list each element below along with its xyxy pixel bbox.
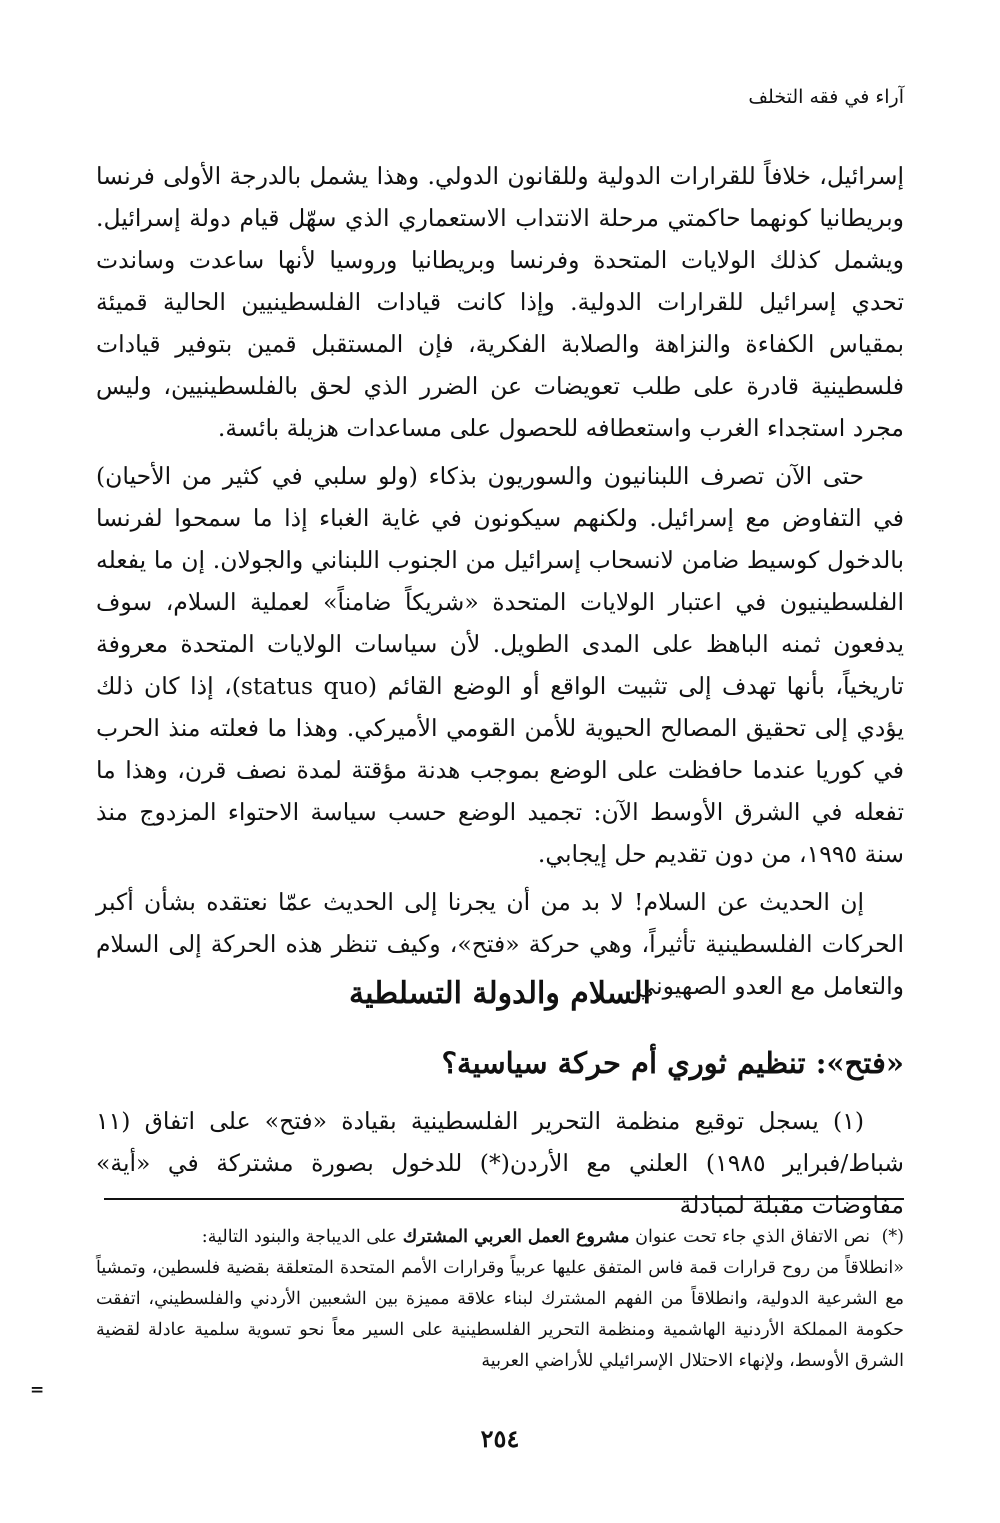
numbered-paragraph: (١) يسجل توقيع منظمة التحرير الفلسطينية بقيادة «فتح» على اتفاق (١١ شباط/فبراير ١٩٨٥) العلني مع الأردن(*) للدخول بصورة مشتركة في «أية» مفاوضات مقبلة لمبادلة: [96, 1107, 904, 1219]
section-title: السلام والدولة التسلطية: [349, 976, 651, 1011]
main-text: [96, 155, 904, 1013]
footnote-intro: [96, 1222, 904, 1253]
continuation-mark: =: [30, 1380, 45, 1400]
footnote-bold-title: مشروع العمل العربي المشترك: [402, 1227, 630, 1247]
paragraph: إن الحديث عن السلام! لا بد من أن يجرنا إلى الحديث عمّا نعتقده بشأن أكبر الحركات الفلسطينية تأثيراً، وهي حركة «فتح»، وكيف تنظر هذه الحركة إلى السلام والتعامل مع العدو الصهيوني.: [96, 888, 904, 1000]
footnote-marker: (*): [881, 1227, 904, 1247]
numbered-text: [96, 1100, 904, 1226]
footnote-body: «انطلاقاً من روح قرارات قمة فاس المتفق عليها عربياً وقرارات الأمم المتحدة المتعلقة بقضية فلسطين، وتمشياً مع الشرعية الدولية، وانطلاقاً من الفهم المشترك لبناء علاقة مميزة بين الشعبين الأردني والفلسطيني، اتفقت حكومة المملكة الأردنية الهاشمية ومنظمة التحرير الفلسطينية على السير معاً نحو تسوية سلمية عادلة لقضية الشرق الأوسط، ولإنهاء الاحتلال الإسرائيلي للأراضي العربية: [96, 1258, 904, 1371]
page-number: ٢٥٤: [480, 1424, 520, 1453]
footnote: [96, 1222, 904, 1377]
running-head: آراء في فقه التخلف: [748, 86, 904, 108]
paragraph: إسرائيل، خلافاً للقرارات الدولية وللقانون الدولي. وهذا يشمل بالدرجة الأولى فرنسا وبريطانيا كونهما حاكمتي مرحلة الانتداب الاستعماري الذي سهّل قيام دولة إسرائيل. ويشمل كذلك الولايات المتحدة وفرنسا وبريطانيا وروسيا لأنها ساعدت وساندت تحدي إسرائيل للقرارات الدولية. وإذا كانت قيادات الفلسطينيين الحالية قميئة بمقياس الكفاءة والنزاهة والصلابة الفكرية، فإن المستقبل قمين بتوفير قيادات فلسطينية قادرة على طلب تعويضات عن الضرر الذي لحق بالفلسطينيين، وليس مجرد استجداء الغرب واستعطافه للحصول على مساعدات هزيلة بائسة.: [96, 162, 904, 442]
subsection-title: «فتح»: تنظيم ثوري أم حركة سياسية؟: [441, 1046, 904, 1080]
footnote-divider: [104, 1198, 904, 1200]
footnote-intro-tail: على الديباجة والبنود التالية:: [201, 1227, 398, 1247]
paragraph: حتى الآن تصرف اللبنانيون والسوريون بذكاء (ولو سلبي في كثير من الأحيان) في التفاوض مع إسرائيل. ولكنهم سيكونون في غاية الغباء إذا ما سمحوا لفرنسا بالدخول كوسيط ضامن لانسحاب إسرائيل من الجنوب اللبناني والجولان. إن ما يفعله الفلسطينيون في اعتبار الولايات المتحدة «شريكاً ضامناً» لعملية السلام، سوف يدفعون ثمنه الباهظ على المدى الطويل. لأن سياسات الولايات المتحدة معروفة تاريخياً، بأنها تهدف إلى تثبيت الواقع أو الوضع القائم (status quo)، إذا كان ذلك يؤدي إلى تحقيق المصالح الحيوية للأمن القومي الأميركي. وهذا ما فعلته منذ الحرب في كوريا عندما حافظت على الوضع بموجب هدنة مؤقتة لمدة نصف قرن، وهذا ما تفعله في الشرق الأوسط الآن: تجميد الوضع حسب سياسة الاحتواء المزدوج منذ سنة ١٩٩٥، من دون تقديم حل إيجابي.: [96, 462, 904, 868]
footnote-intro-text: نص الاتفاق الذي جاء تحت عنوان: [635, 1227, 871, 1247]
